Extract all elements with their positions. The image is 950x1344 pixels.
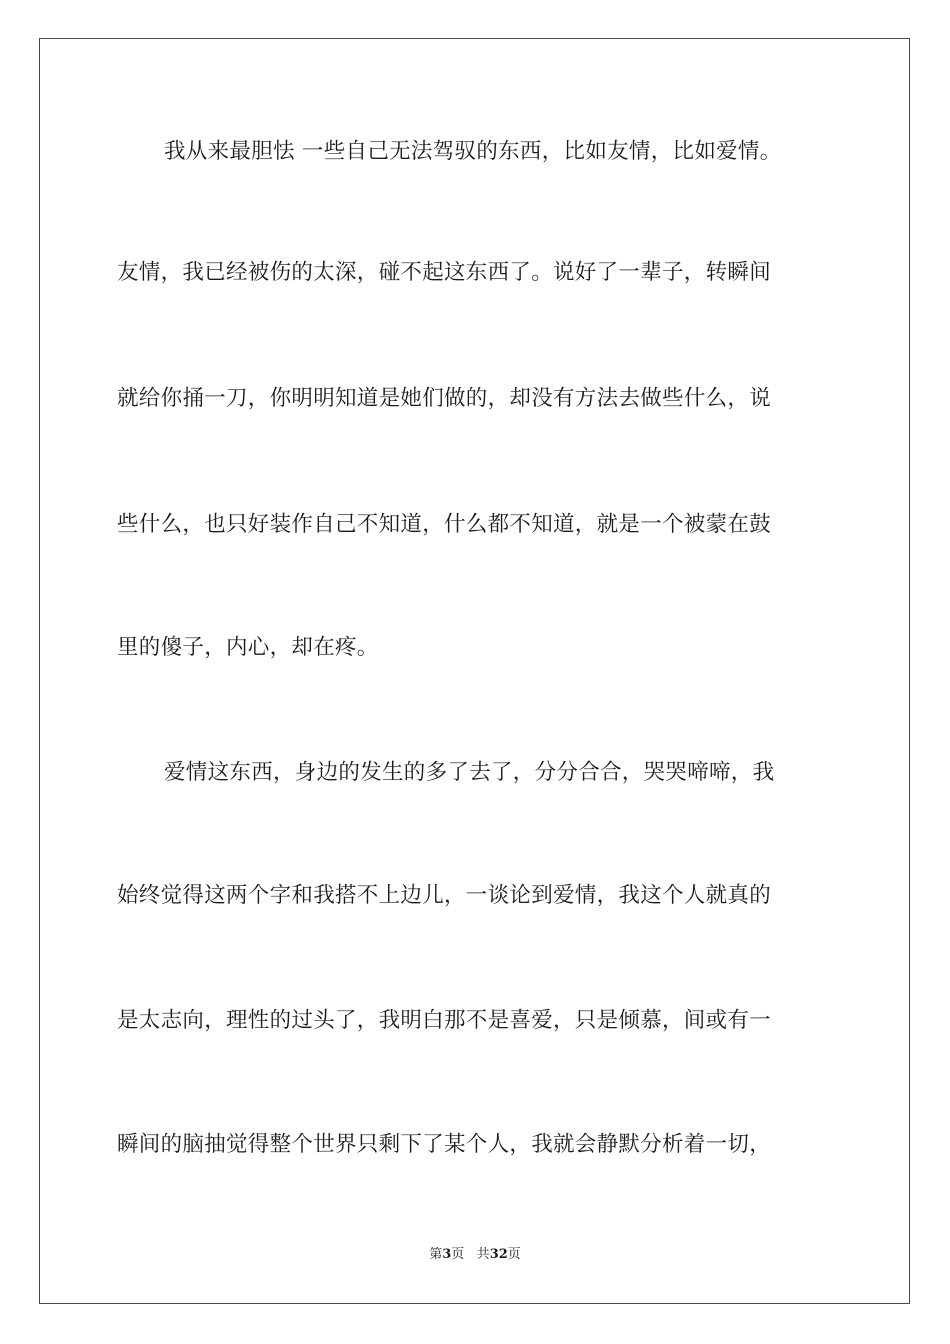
paragraph-line: 始终觉得这两个字和我搭不上边儿，一谈论到爱情，我这个人就真的 (117, 883, 772, 908)
paragraph-line: 里的傻子，内心，却在疼。 (117, 635, 379, 660)
total-suffix: 页 (507, 1247, 521, 1262)
paragraph-line: 友情，我已经被伤的太深，碰不起这东西了。说好了一辈子，转瞬间 (117, 260, 772, 285)
paragraph-line: 就给你捅一刀，你明明知道是她们做的，却没有方法去做些什么，说 (117, 386, 772, 411)
total-prefix: 共 (476, 1247, 490, 1262)
page-prefix: 第 (429, 1247, 443, 1262)
paragraph-line: 是太志向，理性的过头了，我明白那不是喜爱，只是倾慕，间或有一 (117, 1008, 772, 1033)
paragraph-line: 我从来最胆怯 一些自己无法驾驭的东西，比如友情，比如爱情。 (164, 139, 782, 164)
paragraph-line: 些什么，也只好装作自己不知道，什么都不知道，就是一个被蒙在鼓 (117, 512, 772, 537)
page-border (39, 38, 910, 1304)
page-number: 3 (442, 1247, 452, 1262)
paragraph-line: 瞬间的脑抽觉得整个世界只剩下了某个人，我就会静默分析着一切， (117, 1132, 772, 1157)
page-suffix: 页 (451, 1247, 465, 1262)
page-footer (0, 1246, 950, 1264)
total-pages: 32 (489, 1247, 508, 1262)
paragraph-line: 爱情这东西，身边的发生的多了去了，分分合合，哭哭啼啼，我 (164, 760, 775, 785)
